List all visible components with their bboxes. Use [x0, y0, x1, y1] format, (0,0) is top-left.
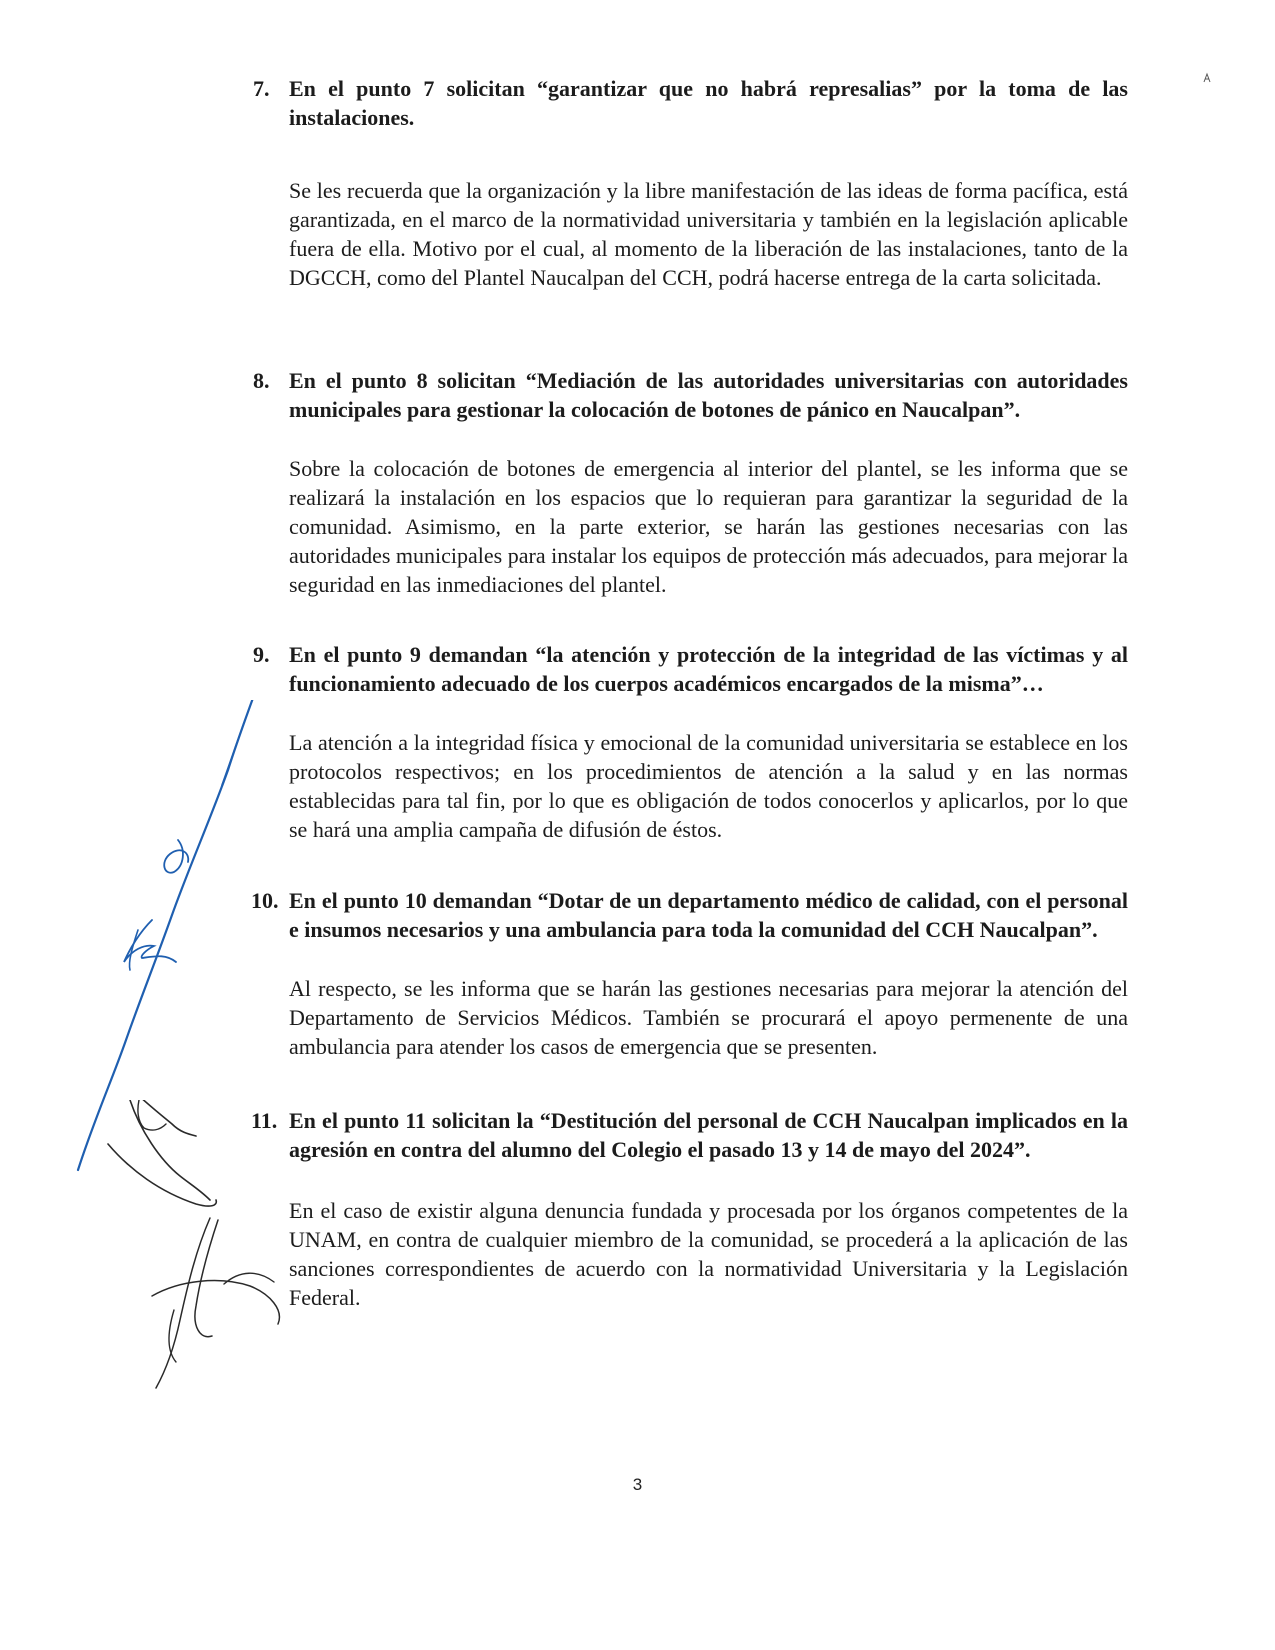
point-response: Se les recuerda que la organización y la libre manifestación de las ideas de forma pacífica, está garantizada, en el marco de la normatividad universitaria y también en la legislación aplicable fuera de ella. Motivo por el cual, al momento de la liberación de las instalaciones, tanto de la DGCCH, como del Plantel Naucalpan del CCH, podrá hacerse entrega de la carta solicitada.	[289, 178, 1128, 290]
point-heading-text: En el punto 11 solicitan la “Destitución del personal de CCH Naucalpan implicados en la agresión en contra del alumno del Colegio el pasado 13 y 14 de mayo del 2024”.	[289, 1108, 1128, 1162]
point-11	[253, 1106, 1128, 1312]
point-number: 10.	[251, 888, 279, 913]
point-7	[253, 74, 1128, 292]
point-8	[253, 366, 1128, 599]
page-number: 3	[632, 1475, 643, 1494]
point-heading-text: En el punto 8 solicitan “Mediación de las autoridades universitarias con autoridades municipales para gestionar la colocación de botones de pánico en Naucalpan”.	[289, 368, 1128, 422]
point-number: 8.	[253, 368, 270, 393]
point-response: La atención a la integridad física y emocional de la comunidad universitaria se establece en los protocolos respectivos; en los procedimientos de atención a la salud y en las normas establecidas para tal fin, por lo que es obligación de todos conocerlos y aplicarlos, por lo que se hará una amplia campaña de difusión de éstos.	[289, 730, 1128, 842]
point-heading	[253, 640, 1128, 698]
point-heading	[253, 366, 1128, 424]
point-heading	[253, 74, 1128, 132]
black-signature-icon	[100, 1100, 300, 1390]
margin-mark-icon	[1201, 72, 1213, 84]
point-response: Al respecto, se les informa que se harán las gestiones necesarias para mejorar la atención del Departamento de Servicios Médicos. También se procurará el apoyo permenente de una ambulancia para atender los casos de emergencia que se presenten.	[289, 976, 1128, 1059]
point-response: Sobre la colocación de botones de emergencia al interior del plantel, se les informa que se realizará la instalación en los espacios que lo requieran para garantizar la seguridad de la comunidad. Asimismo, en la parte exterior, se harán las gestiones necesarias con las autoridades municipales para instalar los equipos de protección más adecuados, para mejorar la seguridad en las inmediaciones del plantel.	[289, 456, 1128, 597]
point-response: En el caso de existir alguna denuncia fundada y procesada por los órganos competentes de la UNAM, en contra de cualquier miembro de la comunidad, se procederá a la aplicación de las sanciones correspondientes de acuerdo con la normatividad Universitaria y la Legislación Federal.	[289, 1198, 1128, 1310]
point-heading-text: En el punto 9 demandan “la atención y protección de la integridad de las víctimas y al funcionamiento adecuado de los cuerpos académicos encargados de la misma”…	[289, 642, 1128, 696]
point-10	[253, 886, 1128, 1061]
point-number: 7.	[253, 76, 270, 101]
point-number: 11.	[251, 1108, 278, 1133]
point-heading-text: En el punto 10 demandan “Dotar de un departamento médico de calidad, con el personal e insumos necesarios y una ambulancia para toda la comunidad del CCH Naucalpan”.	[289, 888, 1128, 942]
point-9	[253, 640, 1128, 844]
point-number: 9.	[253, 642, 270, 667]
point-heading	[253, 886, 1128, 944]
point-heading-text: En el punto 7 solicitan “garantizar que no habrá represalias” por la toma de las instalaciones.	[289, 76, 1128, 130]
point-heading	[253, 1106, 1128, 1164]
